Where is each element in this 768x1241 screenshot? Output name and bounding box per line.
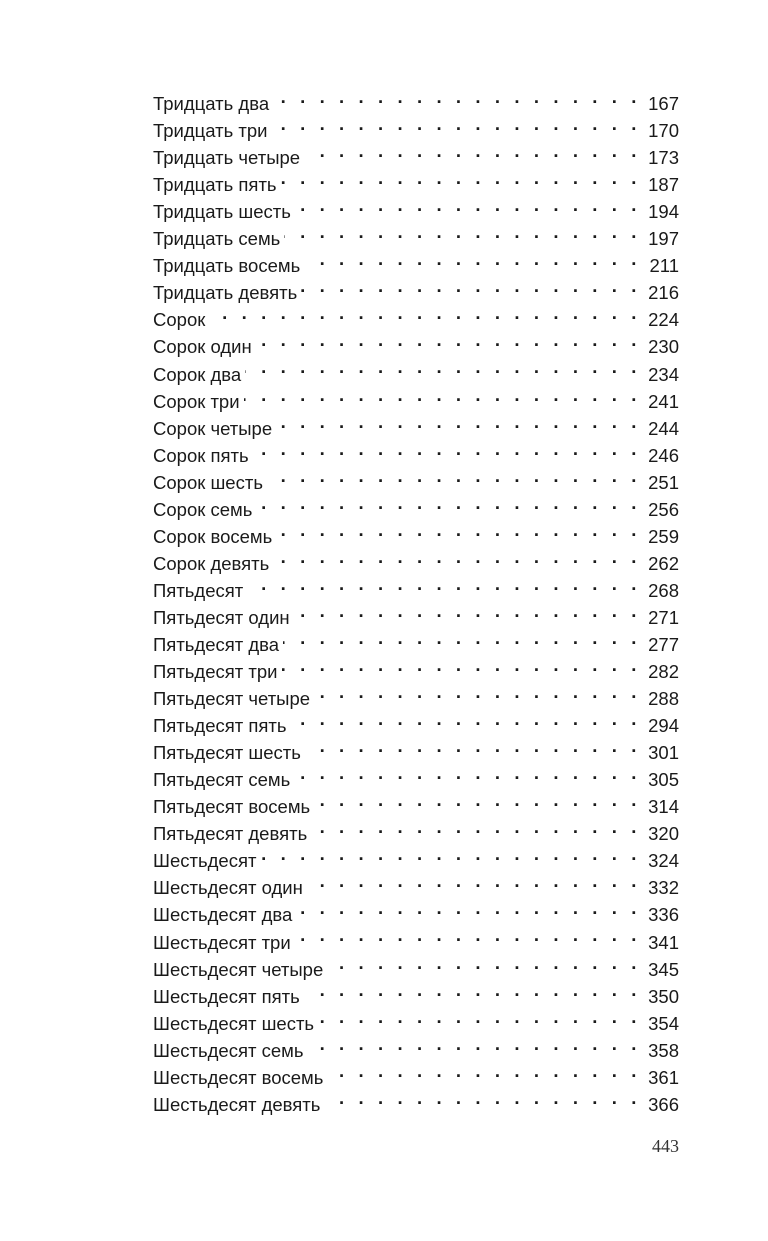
toc-entry-title: Шестьдесят девять [153, 1093, 321, 1115]
toc-entry-title: Пятьдесят три [153, 661, 278, 683]
toc-entry-page: 350 [648, 985, 679, 1007]
toc-entry-title: Сорок восемь [153, 525, 273, 547]
toc-entry-title: Пятьдесят два [153, 633, 280, 655]
toc-entry-page: 336 [648, 904, 679, 926]
toc-entry-title: Сорок пять [153, 444, 249, 466]
toc-entry-page: 173 [648, 147, 679, 169]
toc-entry-title: Тридцать шесть [153, 201, 291, 223]
toc-entry-page: 244 [648, 417, 679, 439]
toc-entry-page: 241 [648, 390, 679, 412]
dot-leader [314, 678, 641, 705]
dot-leader [304, 245, 641, 272]
toc-entry-title: Тридцать семь [153, 228, 281, 250]
toc-entry-page: 294 [648, 715, 679, 737]
dot-leader [267, 462, 641, 489]
dot-leader [273, 83, 641, 110]
toc-entry-page: 194 [648, 201, 679, 223]
toc-entry-title: Шестьдесят [153, 850, 257, 872]
dot-leader [276, 516, 641, 543]
toc-entry-page: 187 [648, 174, 679, 196]
toc-entry-page: 271 [648, 606, 679, 628]
toc-entry-page: 224 [648, 309, 679, 331]
toc-entry-title: Шестьдесят восемь [153, 1066, 324, 1088]
toc-entry-title: Шестьдесят два [153, 904, 293, 926]
toc-entry-title: Пятьдесят девять [153, 823, 308, 845]
dot-leader [209, 299, 641, 326]
toc-entry-title: Тридцать пять [153, 174, 277, 196]
toc-entry-title: Сорок девять [153, 552, 270, 574]
toc-entry-page: 259 [648, 525, 679, 547]
toc-entry-page: 211 [649, 255, 679, 277]
dot-leader [276, 408, 641, 435]
toc-entry-page: 277 [648, 633, 679, 655]
toc-entry [153, 326, 679, 358]
dot-leader [295, 921, 641, 948]
dot-leader [282, 651, 642, 678]
toc-entry-title: Пятьдесят пять [153, 715, 287, 737]
dot-leader [281, 164, 641, 191]
dot-leader [307, 1030, 641, 1057]
dot-leader [247, 570, 641, 597]
dot-leader [272, 110, 641, 137]
toc-entry-page: 251 [648, 471, 679, 493]
toc-entry-title: Сорок [153, 309, 206, 331]
toc-entry-page: 361 [648, 1066, 679, 1088]
toc-entry-page: 366 [648, 1093, 679, 1115]
toc-entry-title: Пятьдесят четыре [153, 688, 311, 710]
toc-entry-title: Сорок семь [153, 498, 253, 520]
toc-entry-page: 197 [648, 228, 679, 250]
dot-leader [284, 218, 641, 245]
toc-entry-title: Тридцать три [153, 120, 268, 142]
dot-leader [307, 867, 641, 894]
toc-entry-page: 246 [648, 444, 679, 466]
toc-entry-title: Сорок шесть [153, 471, 263, 493]
toc-entry-title: Шестьдесят три [153, 931, 291, 953]
toc-entry-title: Тридцать девять [153, 282, 298, 304]
dot-leader [327, 949, 641, 976]
toc-entry-page: 256 [648, 498, 679, 520]
toc-entry-page: 268 [648, 579, 679, 601]
toc-entry-page: 234 [648, 363, 679, 385]
toc-entry-page: 341 [648, 931, 679, 953]
dot-leader [304, 976, 641, 1003]
dot-leader [253, 435, 641, 462]
toc-entry-title: Тридцать два [153, 93, 270, 115]
dot-leader [294, 759, 641, 786]
toc-entry-title: Пятьдесят [153, 579, 244, 601]
dot-leader [256, 489, 641, 516]
toc-entry-title: Сорок три [153, 390, 240, 412]
dot-leader [296, 894, 641, 921]
toc-entry-page: 354 [648, 1012, 679, 1034]
dot-leader [295, 191, 641, 218]
toc-entry-page: 170 [648, 120, 679, 142]
toc-entry-title: Сорок два [153, 363, 242, 385]
toc-entry-page: 230 [648, 336, 679, 358]
dot-leader [244, 381, 641, 408]
dot-leader [291, 705, 641, 732]
toc-entry-title: Пятьдесят восемь [153, 796, 311, 818]
toc-entry-title: Пятьдесят один [153, 606, 290, 628]
toc-entry-page: 216 [648, 282, 679, 304]
toc-entry-page: 262 [648, 552, 679, 574]
dot-leader [318, 1003, 641, 1030]
toc-entry-page: 305 [648, 769, 679, 791]
toc-entry-title: Пятьдесят семь [153, 769, 291, 791]
page-number: 443 [652, 1136, 679, 1156]
toc-entry-title: Тридцать четыре [153, 147, 301, 169]
toc-entry-title: Пятьдесят шесть [153, 742, 301, 764]
toc-entry-page: 324 [648, 850, 679, 872]
toc-entry-title: Сорок четыре [153, 417, 273, 439]
table-of-contents [153, 83, 679, 1115]
toc-entry-page: 358 [648, 1039, 679, 1061]
toc-entry-page: 332 [648, 877, 679, 899]
toc-entry-title: Шестьдесят семь [153, 1039, 304, 1061]
toc-entry-page: 345 [648, 958, 679, 980]
dot-leader [327, 1057, 641, 1084]
dot-leader [311, 813, 641, 840]
toc-entry-title: Шестьдесят шесть [153, 1012, 315, 1034]
toc-entry-title: Шестьдесят пять [153, 985, 300, 1007]
toc-entry [153, 299, 679, 331]
toc-entry-page: 314 [648, 796, 679, 818]
dot-leader [304, 137, 641, 164]
dot-leader [256, 326, 641, 353]
dot-leader [260, 840, 641, 867]
dot-leader [294, 597, 641, 624]
dot-leader [245, 353, 641, 380]
toc-entry-title: Шестьдесят четыре [153, 958, 324, 980]
dot-leader [324, 1084, 641, 1111]
toc-entry-title: Сорок один [153, 336, 252, 358]
toc-entry [153, 83, 679, 115]
toc-entry-page: 320 [648, 823, 679, 845]
toc-entry-page: 301 [648, 742, 679, 764]
dot-leader [301, 272, 641, 299]
dot-leader [305, 732, 641, 759]
dot-leader [283, 624, 641, 651]
toc-entry-page: 282 [648, 661, 679, 683]
toc-entry-page: 288 [648, 688, 679, 710]
dot-leader [314, 786, 641, 813]
toc-entry-title: Тридцать восемь [153, 255, 301, 277]
toc-entry-page: 167 [648, 93, 679, 115]
dot-leader [273, 543, 641, 570]
toc-entry-title: Шестьдесят один [153, 877, 303, 899]
